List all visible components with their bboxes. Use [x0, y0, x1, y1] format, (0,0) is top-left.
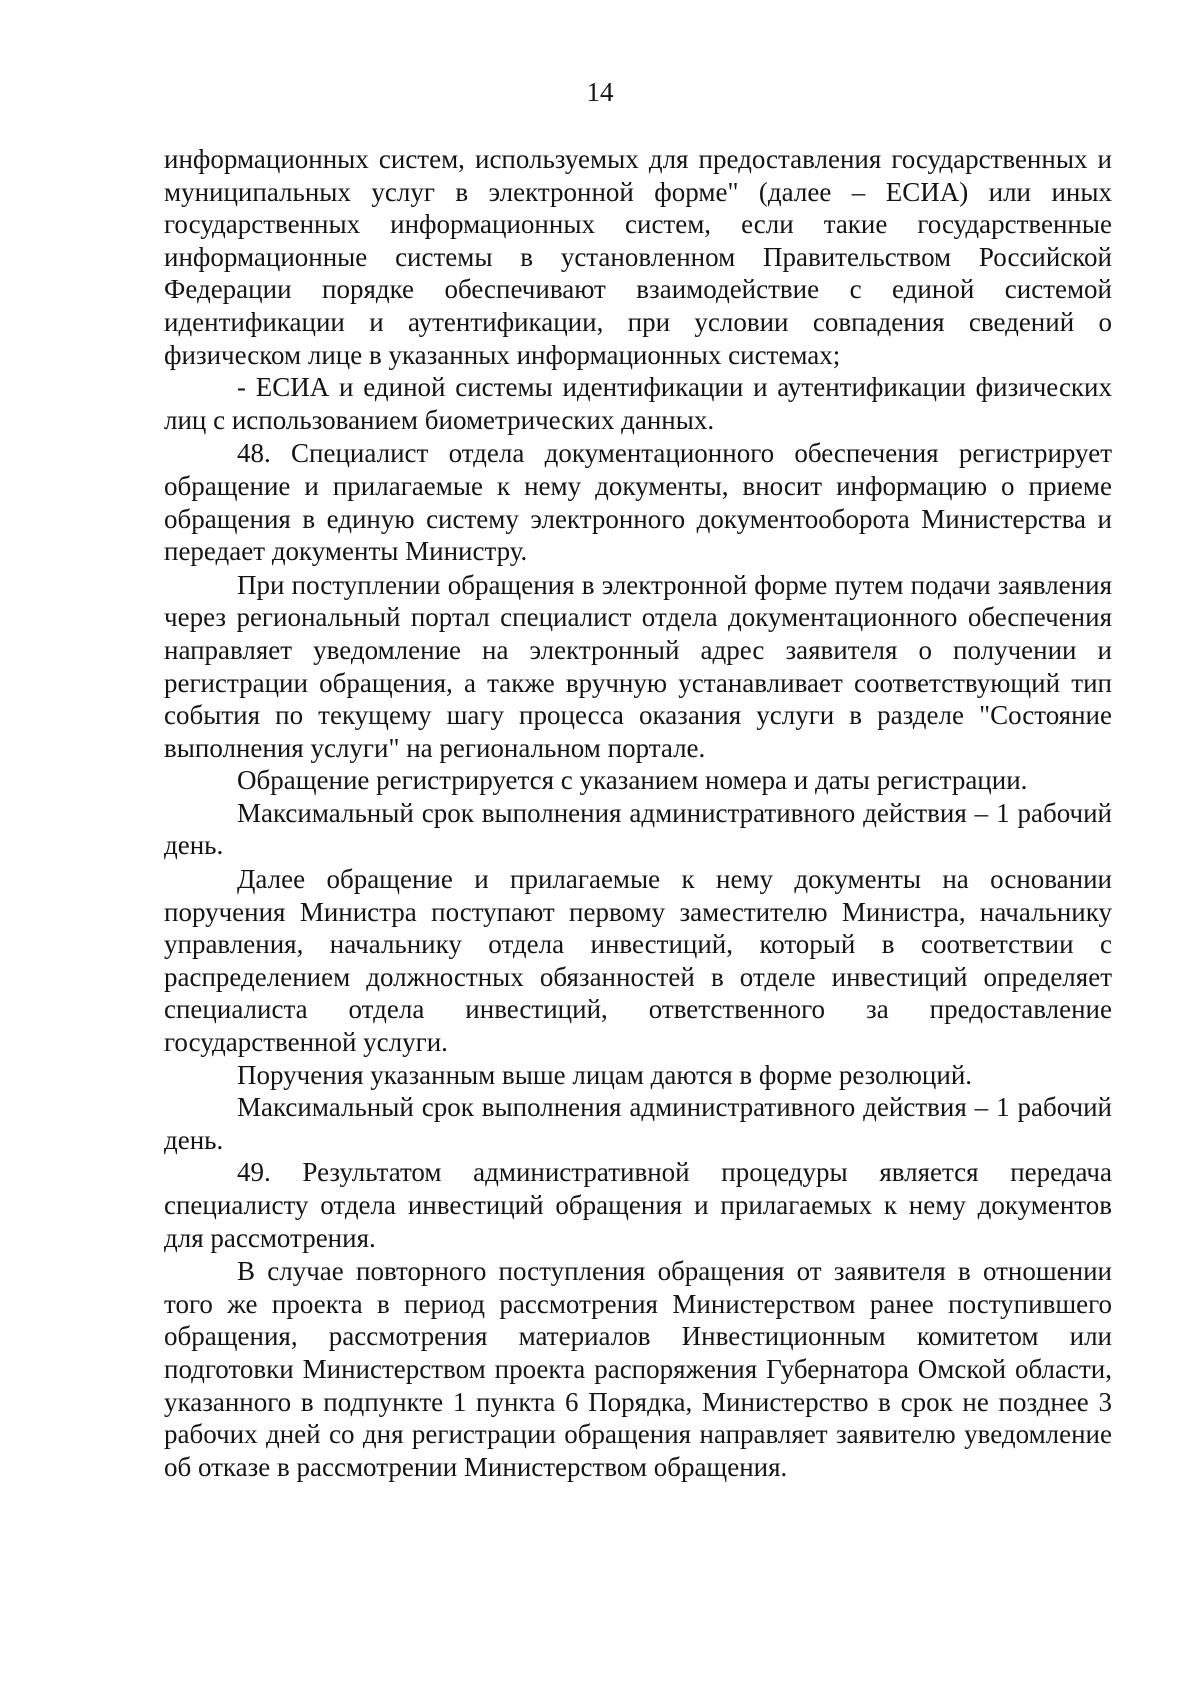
- paragraph-esia-biometrics: - ЕСИА и единой системы идентификации и аутентификации физических лиц с использованием биометрических данных.: [164, 372, 1112, 435]
- paragraph-item-49: 49. Результатом административной процедуры является передача специалисту отдела инвестиций обращения и прилагаемых к нему документов для рассмотрения.: [164, 1157, 1112, 1253]
- paragraph-continuation: информационных систем, используемых для предоставления государственных и муниципальных услуг в электронной форме" (далее – ЕСИА) или иных государственных информационных систем, если такие государственные информационные системы в установленном Правительством Российской Федерации порядке обеспечивают взаимодействие с единой системой идентификации и аутентификации, при условии совпадения сведений о физическом лице в указанных информационных системах;: [164, 144, 1112, 370]
- paragraph-further-routing: Далее обращение и прилагаемые к нему документы на основании поручения Министра поступают первому заместителю Министра, начальнику управления, начальнику отдела инвестиций, который в соответствии с распределением должностных обязанностей в отделе инвестиций определяет специалиста отдела инвестиций, ответственного за предоставление государственной услуги.: [164, 864, 1112, 1058]
- paragraph-max-term-2: Максимальный срок выполнения административного действия – 1 рабочий день.: [164, 1092, 1112, 1155]
- paragraph-registration-note: Обращение регистрируется с указанием номера и даты регистрации.: [237, 765, 1028, 796]
- document-body: [164, 143, 1112, 1483]
- paragraph-electronic-receipt: При поступлении обращения в электронной форме путем подачи заявления через региональный портал специалист отдела документационного обеспечения направляет уведомление на электронный адрес заявителя о получении и регистрации обращения, а также вручную устанавливает соответствующий тип события по текущему шагу процесса оказания услуги в разделе "Состояние выполнения услуги" на региональном портале.: [164, 569, 1112, 763]
- paragraph-repeat-application: В случае повторного поступления обращения от заявителя в отношении того же проекта в период рассмотрения Министерством ранее поступившего обращения, рассмотрения материалов Инвестиционным комитетом или подготовки Министерством проекта распоряжения Губернатора Омской области, указанного в подпункте 1 пункта 6 Порядка, Министерство в срок не позднее 3 рабочих дней со дня регистрации обращения направляет заявителю уведомление об отказе в рассмотрении Министерством обращения.: [164, 1256, 1112, 1482]
- page-number: 14: [586, 77, 614, 107]
- paragraph-item-48: 48. Специалист отдела документационного обеспечения регистрирует обращение и прилагаемые к нему документы, вносит информацию о приеме обращения в единую систему электронного документооборота Министерства и передает документы Министру.: [164, 438, 1112, 567]
- paragraph-max-term-1: Максимальный срок выполнения административного действия – 1 рабочий день.: [164, 797, 1112, 861]
- paragraph-resolutions: Поручения указанным выше лицам даются в форме резолюций.: [237, 1059, 973, 1090]
